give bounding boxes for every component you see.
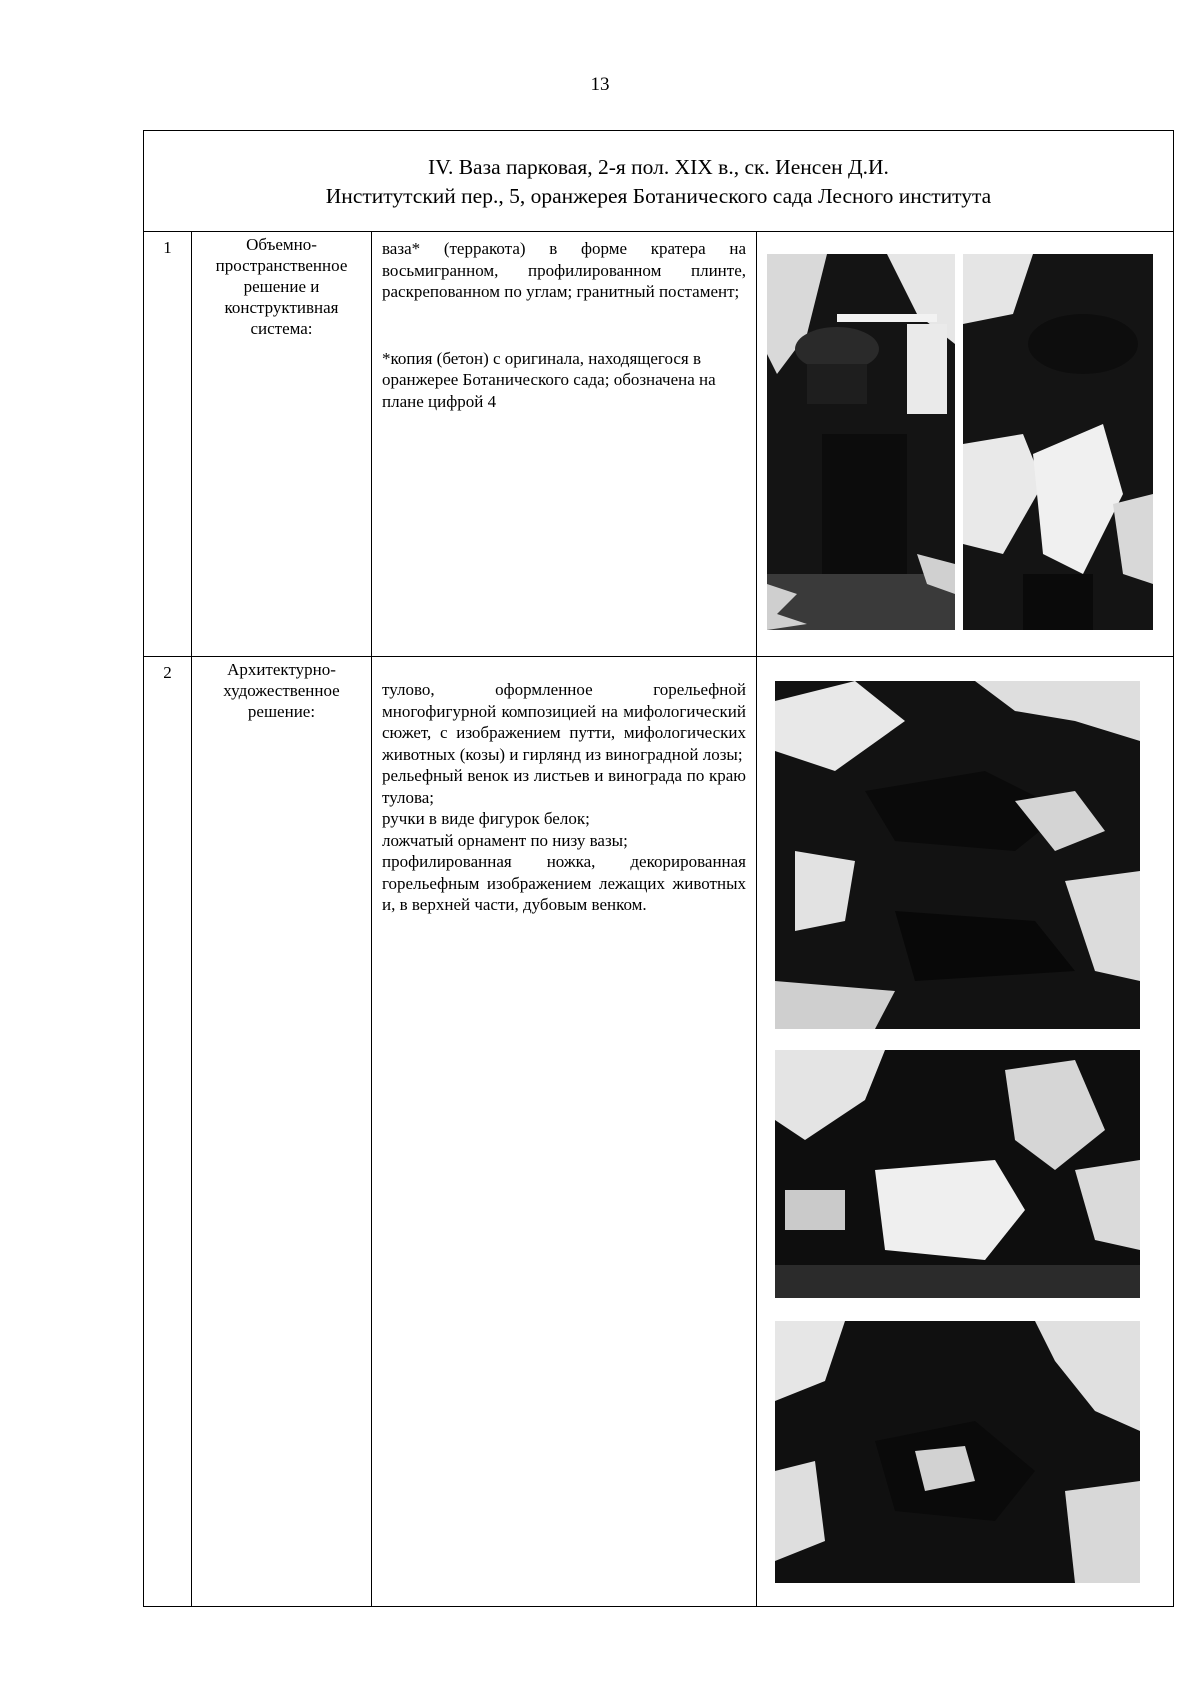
row-photos — [757, 657, 1174, 1607]
row-photos — [757, 232, 1174, 657]
table-row — [144, 232, 1174, 657]
description-paragraph: тулово, оформленное горельефной многофигурной композицией на мифологический сюжет, с изображением путти, мифологических животных (козы) и гирлянд из виноградной лозы; — [382, 680, 746, 764]
row-label: Объемно-пространственное решение и конструктивная система: — [192, 232, 372, 657]
photo-vase-relief-lower — [775, 1321, 1140, 1583]
photo-vase-relief-front — [775, 1050, 1140, 1298]
section-title-line2: Институтский пер., 5, оранжерея Ботанического сада Лесного института — [325, 184, 992, 208]
page-number: 13 — [590, 74, 610, 95]
description-footnote: *копия (бетон) с оригинала, находящегося в оранжерее Ботанического сада; обозначена на плане цифрой 4 — [382, 348, 716, 411]
row-description — [372, 232, 757, 657]
row-number: 1 — [144, 232, 192, 657]
photo-vase-side-view — [963, 254, 1153, 630]
section-title-line1: IV. Ваза парковая, 2-я пол. XIX в., ск. Иенсен Д.И. — [428, 155, 889, 179]
photo-vase-relief-detail — [775, 681, 1140, 1029]
description-paragraph: рельефный венок из листьев и винограда по краю тулова; — [382, 766, 746, 807]
photo-vase-general-view — [767, 254, 955, 630]
description-paragraph: ручки в виде фигурок белок; — [382, 809, 590, 828]
row-label: Архитектурно-художественное решение: — [192, 657, 372, 1607]
description-paragraph: профилированная ножка, декорированная горельефным изображением лежащих животных и, в верхней части, дубовым венком. — [382, 852, 746, 914]
row-description — [372, 657, 757, 1607]
row-number: 2 — [144, 657, 192, 1607]
description-paragraph: ваза* (терракота) в форме кратера на восьмигранном, профилированном плинте, раскрепованном по углам; гранитный постамент; — [382, 239, 746, 301]
section-header — [144, 131, 1174, 232]
description-table — [143, 130, 1174, 1607]
description-paragraph: ложчатый орнамент по низу вазы; — [382, 830, 628, 850]
table-row — [144, 657, 1174, 1607]
